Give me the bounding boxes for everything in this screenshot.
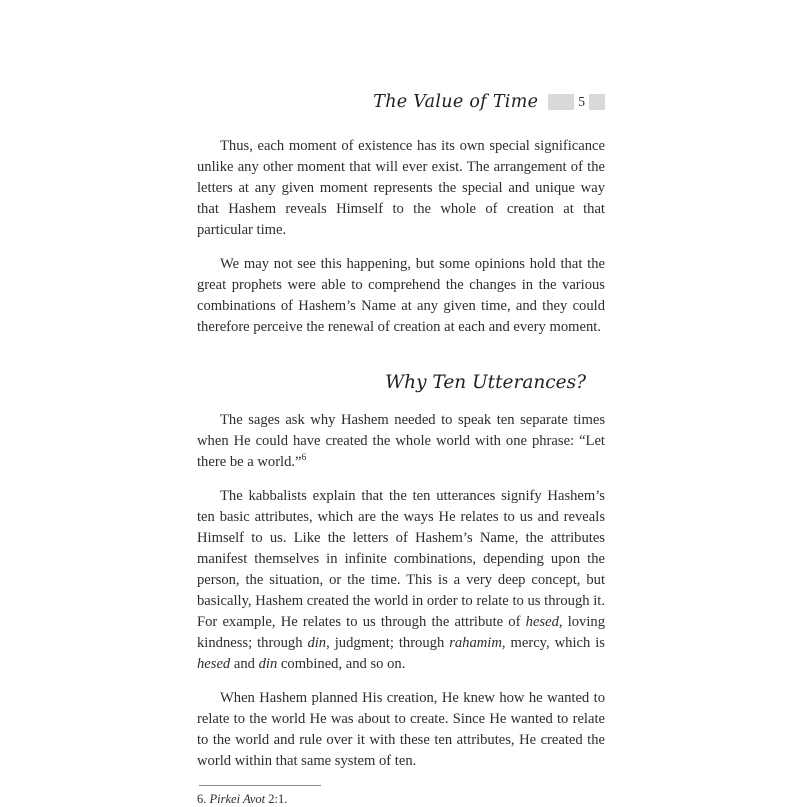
- footnote-area: [197, 785, 605, 807]
- footnote-rule: [199, 785, 321, 786]
- section-heading: Why Ten Utterances?: [385, 372, 586, 393]
- paragraph: The kabbalists explain that the ten utterances signify Hashem’s ten basic attributes, which are the ways He relates to us and reveals Himself to us. Like the letters of Hashem’s Name, the attributes manifest themselves in infinite combinations, depending upon the person, the situation, or the time. This is a very deep concept, but basically, Hashem created the world in order to relate to us through it. For example, He relates to us through the attribute of hesed, loving kindness; through din, judgment; through rahamim, mercy, which is hesed and din combined, and so on.: [197, 488, 606, 672]
- page-number: 5: [578, 94, 585, 109]
- paragraph: When Hashem planned His creation, He knew how he wanted to relate to the world He was about to create. Since He wanted to relate to the world and rule over it with these ten attributes, He created the world within that same system of ten.: [197, 690, 605, 769]
- paragraph: We may not see this happening, but some opinions hold that the great prophets were able to comprehend the changes in the various combinations of Hashem’s Name at any given time, and they could therefore perceive the renewal of creation at each and every moment.: [197, 256, 605, 335]
- footnote: 6. Pirkei Avot 2:1.: [197, 792, 288, 806]
- running-title: The Value of Time: [373, 92, 539, 112]
- book-page-column: [197, 0, 605, 807]
- running-header: [197, 92, 605, 112]
- page-number-ornament-right: [589, 94, 605, 110]
- page-number-ornament-left: [548, 94, 574, 110]
- paragraph: The sages ask why Hashem needed to speak ten separate times when He could have created the whole world with one phrase: “Let there be a world.”$^6$: [197, 412, 605, 470]
- paragraph: Thus, each moment of existence has its own special significance unlike any other moment that will ever exist. The arrangement of the letters at any given moment represents the special and unique way that Hashem reveals Himself to the whole of creation at that particular time.: [197, 138, 605, 238]
